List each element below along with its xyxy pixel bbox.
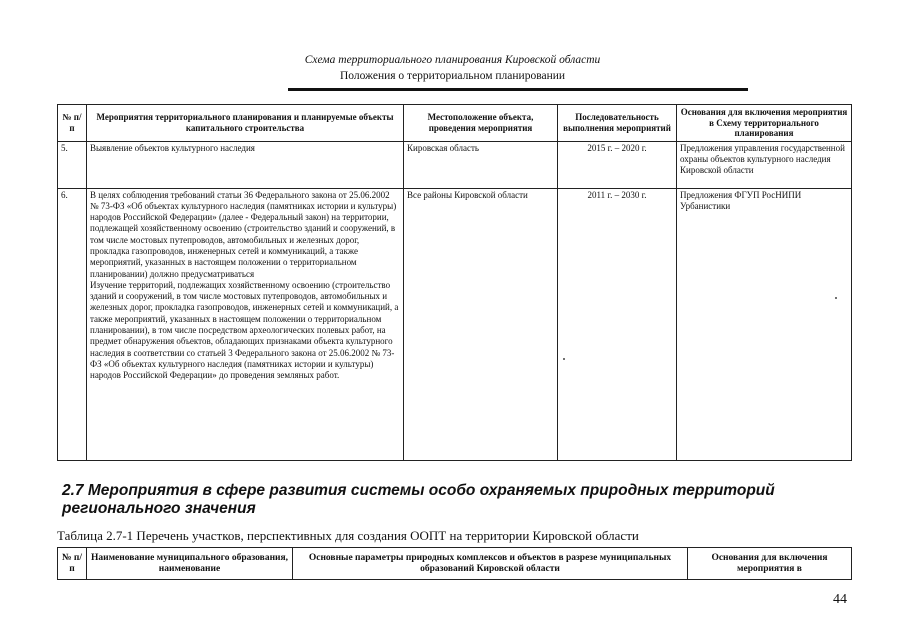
col-period-header: Последовательность выполнения мероприятий: [558, 105, 677, 142]
table-row: [58, 188, 852, 460]
col-location-header: Местоположение объекта, проведения мероприятия: [404, 105, 558, 142]
section-heading: 2.7 Мероприятия в сфере развития системы особо охраняемых природных территорий регионального значения: [62, 482, 775, 517]
scan-speck: [835, 297, 837, 299]
col-basis-header: Основания для включения мероприятия в Схему территориального планирования: [677, 105, 852, 142]
table-caption: Таблица 2.7-1 Перечень участков, перспективных для создания ООПТ на территории Кировской области: [57, 528, 639, 543]
row-basis: Предложения ФГУП РосНИПИ Урбанистики: [677, 188, 852, 460]
row-period: 2011 г. – 2030 г.: [558, 188, 677, 460]
col-parameters-header: Основные параметры природных комплексов и объектов в разрезе муниципальных образований Кировской области: [293, 548, 688, 580]
table-header-row: [58, 548, 852, 580]
row-location: Кировская область: [404, 141, 558, 188]
col-municipality-header: Наименование муниципального образования, наименование: [87, 548, 293, 580]
header-rule: [288, 88, 748, 91]
document-header-title: Схема территориального планирования Кировской области: [304, 54, 601, 66]
col-number-header: № п/п: [58, 548, 87, 580]
row-basis: Предложения управления государственной охраны объектов культурного наследия Кировской области: [677, 141, 852, 188]
activities-table: [57, 104, 852, 461]
row-number: 5.: [58, 141, 87, 188]
row-activity: В целях соблюдения требований статьи 36 Федерального закона от 25.06.2002 № 73-ФЗ «Об объектах культурного наследия (памятниках истории и культуры) народов Российской Федерации» (далее - Федеральный закон) на территории, подлежащей хозяйственному освоению (строительство зданий и сооружений, в том числе мостовых путепроводов, автомобильных и железных дорог, прокладка газопроводов, инженерных сетей и коммуникаций, а также мероприятий, указанных в настоящем положении о территориальном планировании) должно предусматриваться: [90, 189, 397, 279]
scan-speck: [563, 358, 565, 360]
table-row: [58, 141, 852, 188]
col-basis-header: Основания для включения мероприятия в: [688, 548, 852, 580]
protected-areas-table: [57, 547, 852, 580]
row-activity: Выявление объектов культурного наследия: [87, 141, 404, 188]
row-activity-cell: [87, 188, 404, 460]
row-activity-continued: Изучение территорий, подлежащих хозяйственному освоению (строительство зданий и сооружений, в том числе мостовых путепроводов, автомобильных и железных дорог, прокладка газопроводов, инженерных сетей и коммуникаций, а также мероприятий, указанных в настоящем положении о территориальном планировании), в том числе посредством археологических полевых работ, на предмет обнаружения объектов, обладающих признаками объекта культурного наследия в соответствии со статьей 3 Федерального закона от 25.06.2002 № 73-ФЗ «Об объектах культурного наследия (памятниках истории и культуры) народов Российской Федерации» до проведения земляных работ.: [90, 279, 399, 381]
col-number-header: № п/п: [58, 105, 87, 142]
page-number: 44: [833, 592, 847, 607]
row-number: 6.: [58, 188, 87, 460]
row-location: Все районы Кировской области: [404, 188, 558, 460]
col-activity-header: Мероприятия территориального планирования и планируемые объекты капитального строительства: [87, 105, 404, 142]
document-header-subtitle: Положения о территориальном планировании: [339, 70, 566, 82]
row-period: 2015 г. – 2020 г.: [558, 141, 677, 188]
table-header-row: [58, 105, 852, 142]
